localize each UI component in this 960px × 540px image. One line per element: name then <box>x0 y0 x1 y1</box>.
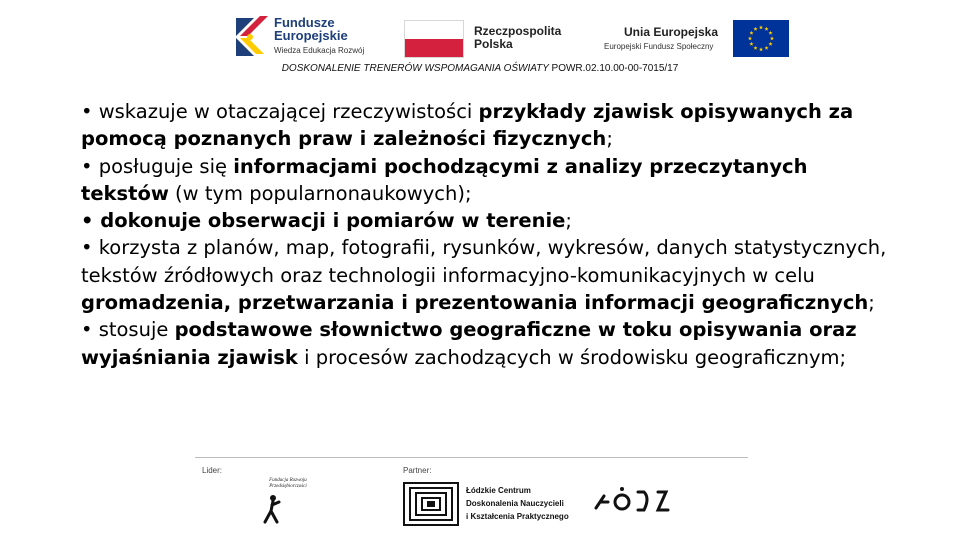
bullet-text: ; <box>565 209 572 233</box>
rp-line1: Rzeczpospolita <box>474 24 562 38</box>
fundusze-europejskie-logo <box>234 14 374 58</box>
bullet-list <box>81 98 901 371</box>
project-title: DOSKONALENIE TRENERÓW WSPOMAGANIA OŚWIATY <box>281 63 549 74</box>
bullet-text: ; <box>606 127 613 151</box>
bullet-text: • wskazuje w otaczającej rzeczywistości <box>81 100 479 123</box>
bullet-bold-text: podstawowe słownictwo geograficzne w toku opisywania oraz wyjaśniania zjawisk <box>81 318 857 369</box>
eu-star-icon <box>770 36 774 40</box>
bullet-text: (w tym popularnonaukowych); <box>168 181 472 205</box>
bullet-text: ; <box>868 291 875 315</box>
unia-europejska-logo <box>600 20 790 58</box>
bullet-text: • korzysta z planów, map, fotografii, rysunków, wykresów, danych statystycznych, tekstów źródłowych oraz technologii informacyjno-komunikacyjnych w celu <box>81 236 887 287</box>
bullet-bold-text: gromadzenia, przetwarzania i prezentowania informacji geograficznych <box>81 291 869 315</box>
eu-star-icon <box>759 47 763 51</box>
bullet-text: • posługuje się <box>81 154 234 178</box>
bullet-text: i procesów zachodzących w środowisku geograficznym; <box>297 345 847 369</box>
eu-star-icon <box>748 36 752 40</box>
bullet-bold-text: • dokonuje obserwacji i pomiarów w terenie <box>81 209 566 233</box>
eu-star-icon <box>753 46 757 50</box>
bullet-bold-text: przykłady zjawisk opisywanych za pomocą poznanych praw i zależności fizycznych <box>81 100 854 151</box>
ue-subtitle: Europejski Fundusz Społeczny <box>604 42 714 51</box>
eu-star-icon <box>753 27 757 31</box>
eu-star-icon <box>768 42 772 46</box>
eu-star-icon <box>759 25 763 29</box>
project-info <box>0 63 960 74</box>
eu-star-icon <box>749 42 753 46</box>
bullet-item <box>81 234 901 316</box>
lodz-line1: Łódzkie Centrum <box>466 486 531 495</box>
fundacja-logo <box>259 478 317 526</box>
fundusze-europejskie-emblem-icon <box>234 14 270 58</box>
polish-flag-icon <box>404 20 464 58</box>
lodz-line3: i Kształcenia Praktycznego <box>466 512 569 521</box>
project-code: POWR.02.10.00-00-7015/17 <box>551 63 679 74</box>
eu-star-icon <box>768 31 772 35</box>
eu-star-icon <box>764 46 768 50</box>
eu-flag-icon <box>733 20 789 57</box>
eu-star-icon <box>764 27 768 31</box>
bullet-bold-text: informacjami pochodzącymi z analizy przeczytanych tekstów <box>81 154 808 205</box>
lcdnikp-emblem-icon <box>403 482 459 526</box>
fundacja-line2: Przedsiębiorczości <box>269 484 307 489</box>
eu-star-icon <box>749 31 753 35</box>
fe-line2: Europejskie <box>274 28 348 43</box>
partner-label: Partner: <box>403 466 432 475</box>
walking-figure-icon <box>259 478 317 526</box>
ue-title: Unia Europejska <box>624 25 719 39</box>
lider-label: Lider: <box>202 466 223 475</box>
fe-line1: Fundusze <box>274 15 335 30</box>
lodz-city-logo-icon <box>592 484 672 516</box>
bullet-text: • stosuje <box>81 318 175 342</box>
bullet-item <box>81 207 901 234</box>
footer-divider <box>195 457 748 458</box>
bullet-item <box>81 153 901 208</box>
bullet-item <box>81 316 901 371</box>
bullet-item <box>81 98 901 153</box>
lodz-line2: Doskonalenia Nauczycieli <box>466 499 564 508</box>
rzeczpospolita-polska-logo <box>404 20 574 58</box>
lcdnikp-name <box>466 484 569 523</box>
fundacja-line1: Fundacja Rozwoju <box>269 478 307 483</box>
fe-subtitle: Wiedza Edukacja Rozwój <box>274 46 365 55</box>
rp-line2: Polska <box>474 37 513 51</box>
